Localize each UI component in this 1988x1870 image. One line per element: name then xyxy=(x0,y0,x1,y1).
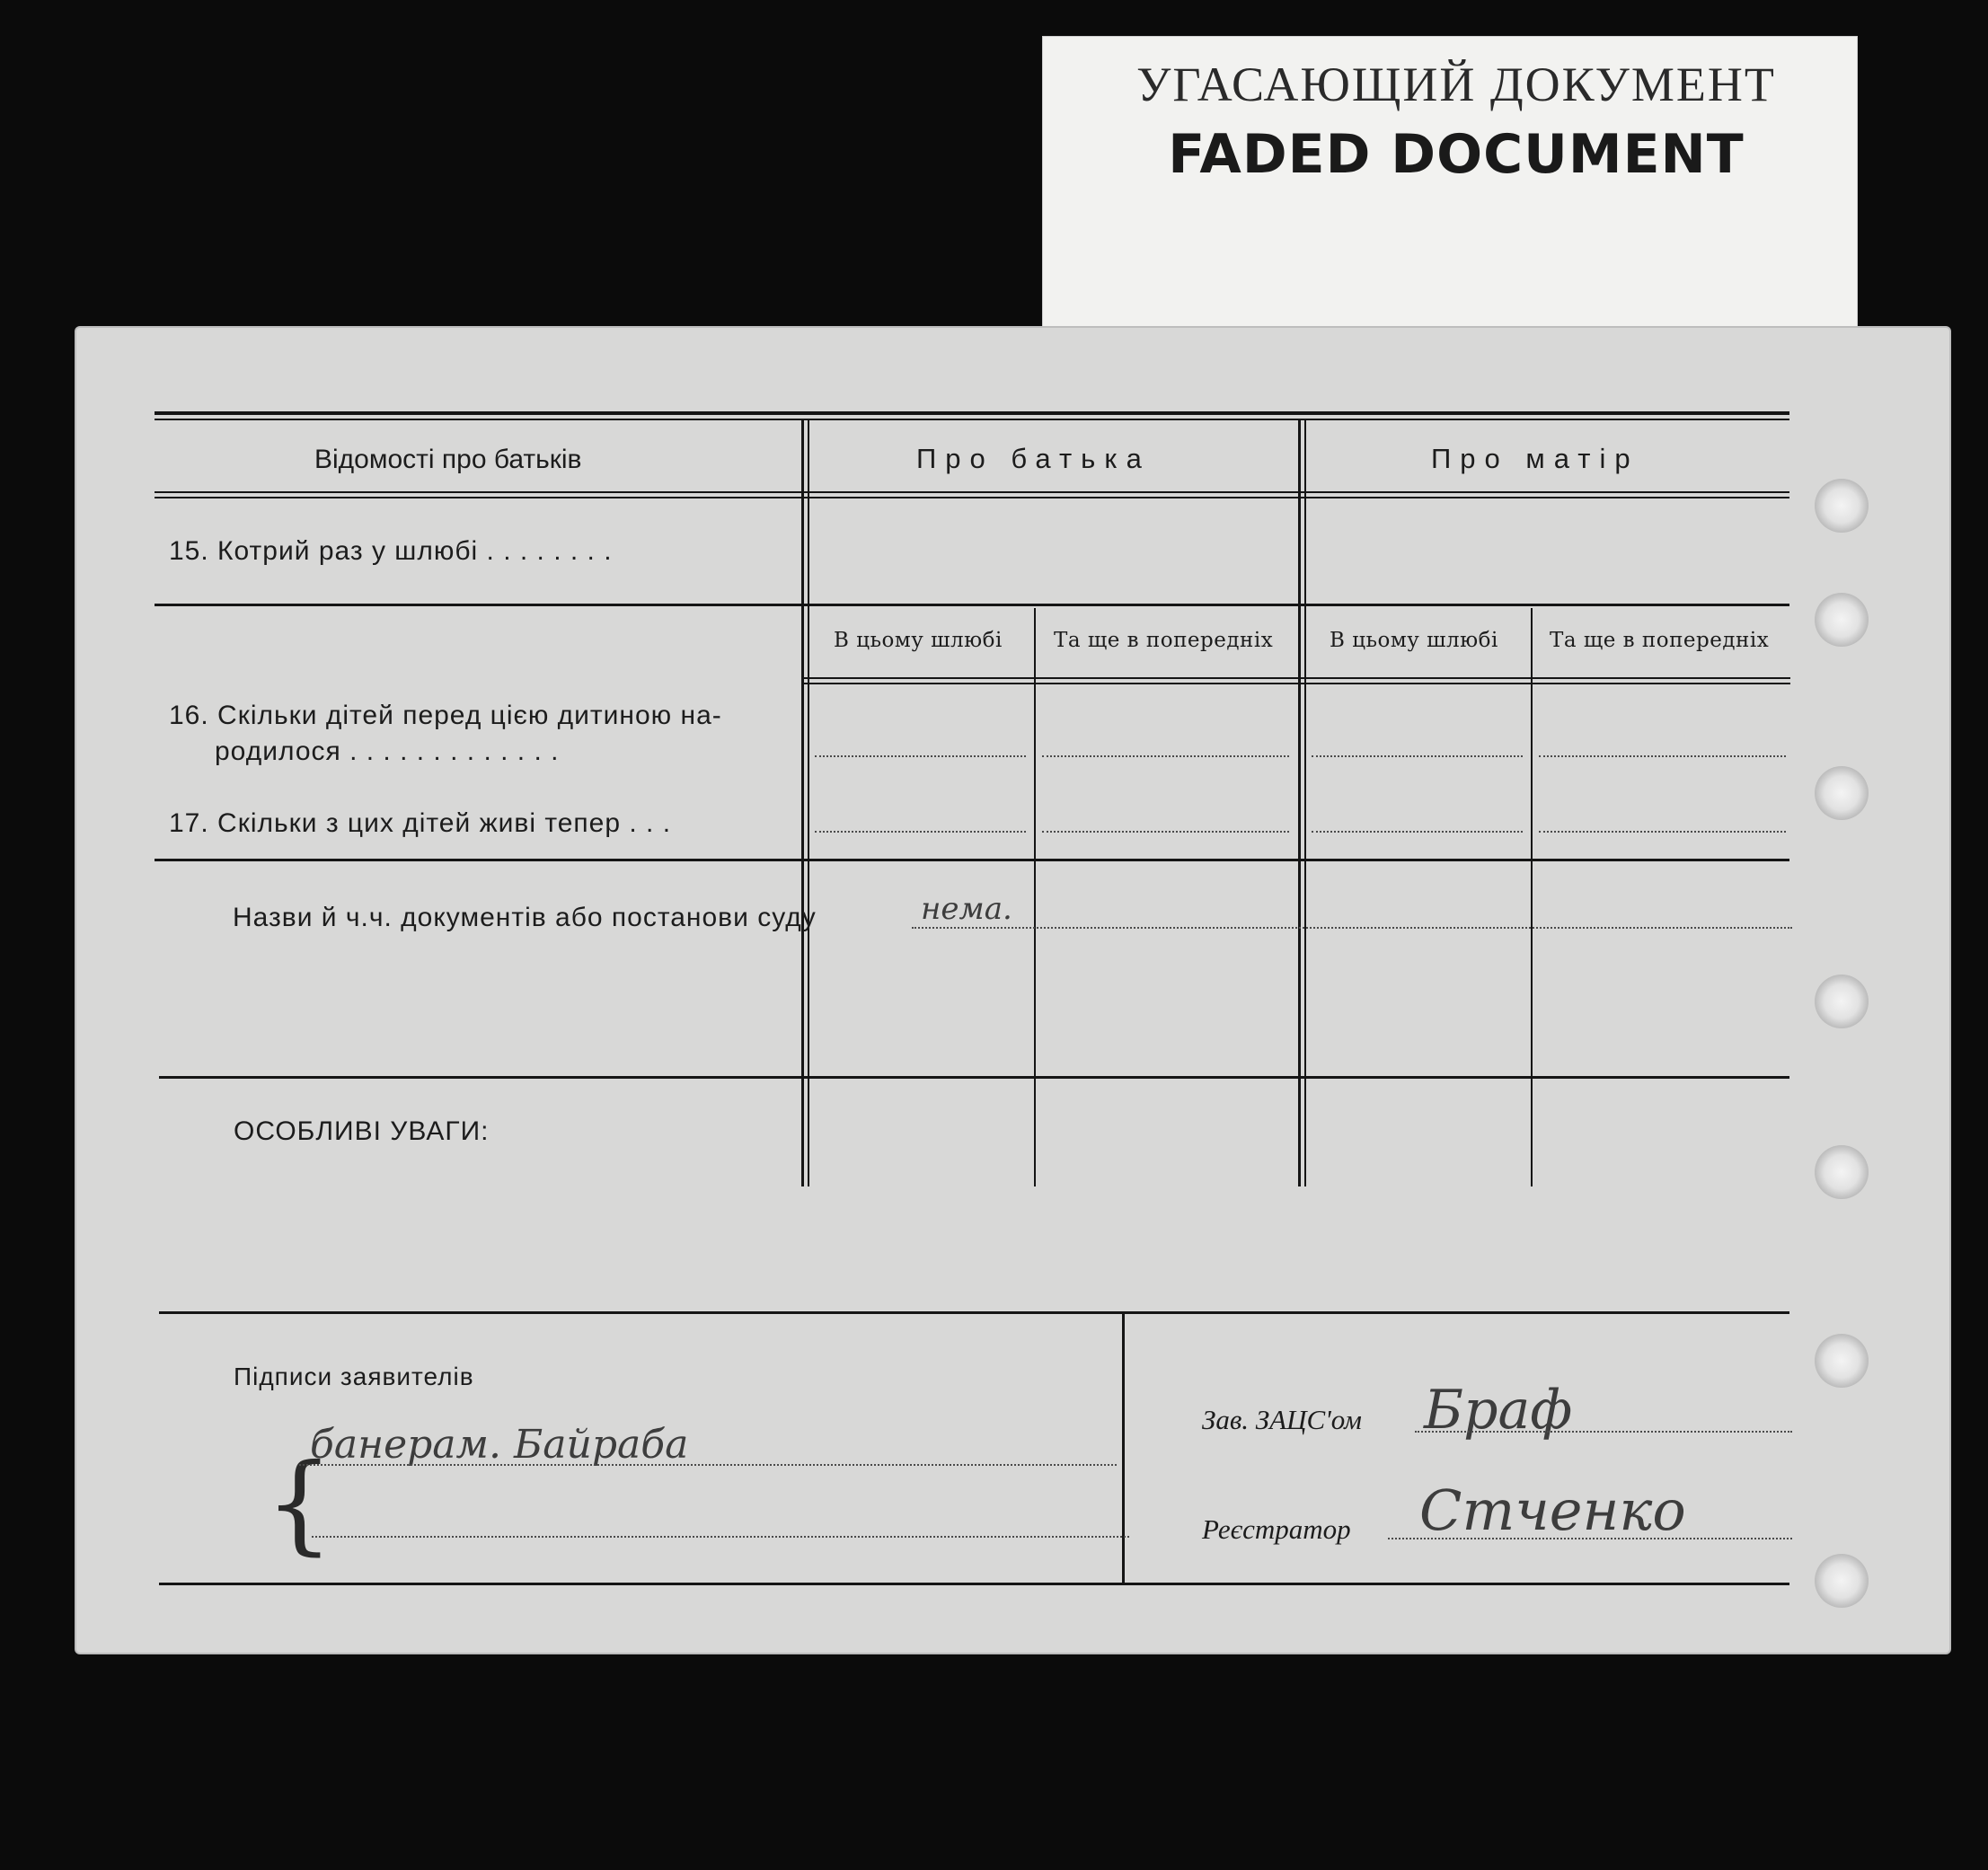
row-15-rule xyxy=(155,604,1789,606)
row-17-label: 17. Скільки з цих дітей живі тепер . . . xyxy=(169,808,672,838)
father-col-divider-2 xyxy=(808,420,809,1186)
header-about-father: Про батька xyxy=(916,443,1151,474)
header-rule xyxy=(155,491,1789,493)
documents-rule xyxy=(159,1076,1789,1079)
top-rule xyxy=(155,411,1789,415)
row-17-dots-f1 xyxy=(815,831,1026,833)
mother-col-divider xyxy=(1298,420,1301,1186)
row-17-dots-f2 xyxy=(1042,831,1289,833)
row-17-dots-m1 xyxy=(1312,831,1523,833)
mother-subcol-divider xyxy=(1531,608,1533,1186)
documents-dots xyxy=(912,927,1792,929)
applicant-dots-2 xyxy=(312,1536,1129,1538)
applicant-dots-1 xyxy=(299,1464,1117,1466)
subheader-rule xyxy=(802,677,1790,679)
applicant-signature: банерам. Байраба xyxy=(310,1422,689,1468)
row-16-label-line1: 16. Скільки дітей перед цією дитиною на- xyxy=(169,701,722,730)
subheader-father-this-marriage: В цьому шлюбі xyxy=(834,629,1003,652)
signature-divider xyxy=(1122,1314,1125,1583)
label-english: FADED DOCUMENT xyxy=(1168,123,1745,186)
header-rule-2 xyxy=(155,497,1789,498)
registrar-signature: Стченко xyxy=(1419,1477,1686,1543)
header-parents-info: Відомості про батьків xyxy=(314,445,582,474)
registrar-dots xyxy=(1388,1538,1792,1539)
remarks-label: ОСОБЛИВІ УВАГИ: xyxy=(234,1116,490,1146)
subheader-mother-previous: Та ще в попередніх xyxy=(1550,629,1770,652)
top-rule-thin xyxy=(155,419,1789,420)
mother-col-divider-2 xyxy=(1304,420,1306,1186)
row-16-dots-f1 xyxy=(815,755,1026,757)
head-dots xyxy=(1415,1431,1792,1433)
row-16-dots-f2 xyxy=(1042,755,1289,757)
subheader-rule-2 xyxy=(802,683,1790,684)
punch-hole xyxy=(1815,593,1869,647)
head-signature: Браф xyxy=(1424,1379,1573,1442)
punch-hole xyxy=(1815,975,1869,1028)
subheader-father-previous: Та ще в попередніх xyxy=(1054,629,1274,652)
remarks-rule xyxy=(159,1311,1789,1314)
faded-document-label xyxy=(1042,36,1858,348)
documents-value: нема. xyxy=(921,891,1012,927)
header-about-mother: Про матір xyxy=(1431,443,1639,474)
documents-label: Назви й ч.ч. документів або постанови суду xyxy=(233,903,817,932)
row-16-dots-m1 xyxy=(1312,755,1523,757)
row-17-rule xyxy=(155,859,1789,861)
punch-hole xyxy=(1815,479,1869,533)
label-russian: УГАСАЮЩИЙ ДОКУМЕНТ xyxy=(1136,57,1776,111)
father-col-divider xyxy=(801,420,804,1186)
father-subcol-divider xyxy=(1034,608,1036,1186)
bottom-rule xyxy=(159,1583,1789,1585)
applicants-label: Підписи заявителів xyxy=(234,1363,474,1390)
row-17-dots-m2 xyxy=(1539,831,1786,833)
row-16-label-line2: родилося . . . . . . . . . . . . . xyxy=(215,737,560,766)
head-label: Зав. ЗАЦС'ом xyxy=(1202,1404,1362,1435)
row-16-dots-m2 xyxy=(1539,755,1786,757)
punch-hole xyxy=(1815,1145,1869,1199)
punch-hole xyxy=(1815,1554,1869,1608)
row-15-label: 15. Котрий раз у шлюбі . . . . . . . . xyxy=(169,536,613,566)
registrar-label: Реєстратор xyxy=(1202,1513,1351,1545)
punch-hole xyxy=(1815,1334,1869,1388)
applicants-brace: { xyxy=(265,1442,334,1566)
punch-hole xyxy=(1815,766,1869,820)
registry-sheet xyxy=(76,328,1949,1653)
subheader-mother-this-marriage: В цьому шлюбі xyxy=(1330,629,1498,652)
